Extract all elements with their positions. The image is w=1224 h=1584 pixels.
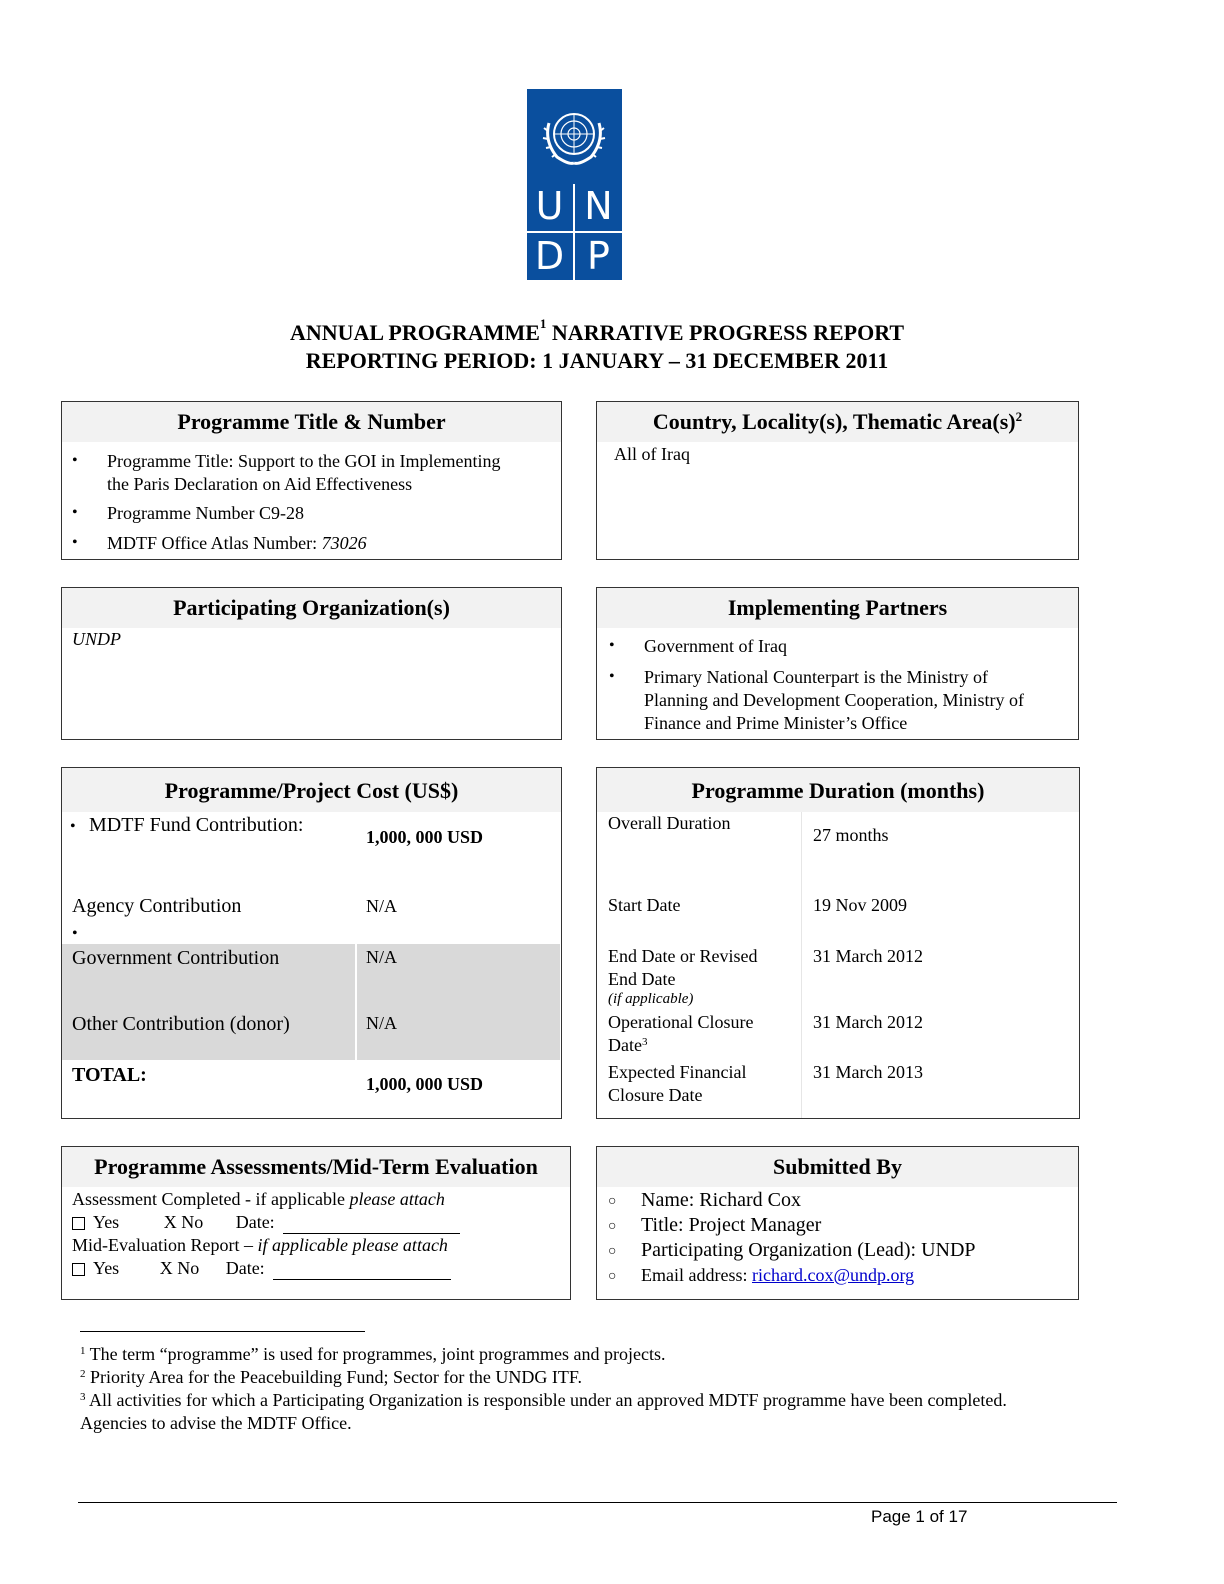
total-label: TOTAL: [72,1064,147,1086]
implementing-partners-box: Implementing Partners • Government of Iraq • Primary National Counterpart is the Ministry of Planning and Development Cooperation, Ministry of Finance and Prime Minister’s Office [596,587,1079,740]
logo-divider [573,184,575,280]
undp-logo [527,89,622,280]
footnote-ref: 1 [539,316,547,331]
submitter-title: Title: Project Manager [641,1214,822,1236]
partner-item: Primary National Counterpart is the Ministry of [644,667,988,687]
assessment-date-field[interactable] [283,1217,460,1234]
no-option: X No [163,1212,204,1232]
agency-label: Agency Contribution [72,895,242,917]
box-heading: Participating Organization(s) [62,588,561,628]
atlas-number: MDTF Office Atlas Number: 73026 [107,533,367,553]
agency-value: N/A [366,896,397,916]
operational-closure-label-cont: Date$^3$ [608,1035,648,1055]
country-value: All of Iraq [614,444,690,464]
gov-label: Government Contribution [72,947,280,969]
country-box [596,401,1079,560]
logo-letters [527,184,622,280]
footnote-1: $^1$ The term “programme” is used for programmes, joint programmes and projects. [80,1344,666,1364]
assessments-box [61,1146,571,1300]
programme-title-box: Programme Title & Number • Programme Title: Support to the GOI in Implementing the Paris Declaration on Aid Effectiveness • Programme Number C9-28 • MDTF Office Atlas Number: 73026 [61,401,562,560]
start-date-label: Start Date [608,895,681,915]
gov-value: N/A [366,947,397,967]
mid-evaluation-date-field[interactable] [273,1263,451,1280]
submitter-email: Email address: richard.cox@undp.org [641,1265,915,1285]
box-heading: Programme Title & Number [62,402,561,442]
financial-closure-label: Expected Financial [608,1062,747,1082]
logo-letter-u: U [535,184,564,228]
other-value: N/A [366,1013,397,1033]
reporting-period: REPORTING PERIOD: 1 JANUARY – 31 DECEMBER 2011 [305,348,889,373]
submitter-org: Participating Organization (Lead): UNDP [641,1239,976,1261]
page-number: Page 1 of 17 [871,1507,968,1526]
partner-item-cont: Finance and Prime Minister’s Office [644,713,908,733]
total-value: 1,000, 000 USD [366,1074,484,1094]
footer-rule [78,1502,1117,1503]
submitter-name: Name: Richard Cox [641,1189,801,1211]
assessment-completed-label: Assessment Completed - if applicable please attach [72,1189,445,1209]
box-heading: Programme Assessments/Mid-Term Evaluation [62,1147,570,1187]
financial-closure-label-cont: Closure Date [608,1085,703,1105]
yes-checkbox[interactable] [72,1217,85,1230]
no-option: X No [159,1258,200,1278]
start-date-value: 19 Nov 2009 [813,895,907,915]
programme-title-line2: the Paris Declaration on Aid Effectiveness [107,474,413,494]
programme-number: Programme Number C9-28 [107,503,304,523]
box-heading: Submitted By [597,1147,1078,1187]
box-heading: Programme/Project Cost (US$) [62,768,561,812]
footnote-separator [80,1331,365,1332]
end-date-value: 31 March 2012 [813,946,923,966]
mid-evaluation-label: Mid-Evaluation Report – if applicable please attach [72,1235,448,1255]
logo-letter-p: P [587,234,610,278]
logo-letter-n: N [584,184,613,228]
end-date-note: (if applicable) [608,991,694,1007]
end-date-label: End Date or Revised [608,946,758,966]
circle-bullet-icon: ○ [608,1244,617,1259]
project-cost-box: Programme/Project Cost (US$) • MDTF Fund Contribution: 1,000, 000 USD Agency Contribution N/A • Government Contribution N/A Other Contribution (donor) N/A TOTAL: 1,000, 000 USD [61,767,562,1119]
mid-evaluation-options: Yes X No Date: [72,1257,451,1280]
logo-letter-d: D [534,234,565,278]
circle-bullet-icon: ○ [608,1269,617,1284]
assessment-options: Yes X No Date: [72,1211,460,1234]
box-heading: Implementing Partners [597,588,1078,628]
yes-checkbox[interactable] [72,1263,85,1276]
footnote-2: $^2$ Priority Area for the Peacebuilding Fund; Sector for the UNDG ITF. [80,1367,582,1387]
un-emblem-icon [539,101,609,171]
submitted-by-box [596,1146,1079,1300]
end-date-label-cont: End Date [608,969,676,989]
programme-duration-box [596,767,1080,1119]
footnote-3-cont: Agencies to advise the MDTF Office. [80,1413,352,1433]
operational-closure-value: 31 March 2012 [813,1012,923,1032]
participating-org-box [61,587,562,740]
overall-duration-label: Overall Duration [608,813,731,833]
overall-duration-value: 27 months [813,825,889,845]
operational-closure-label: Operational Closure [608,1012,754,1032]
footnote-3: $^3$ All activities for which a Participating Organization is responsible under an approved MDTF programme have been completed. [80,1390,1007,1410]
mdtf-label: MDTF Fund Contribution: [89,814,304,836]
programme-title-line1: Programme Title: Support to the GOI in Implementing [107,451,501,471]
box-heading: Country, Locality(s), Thematic $Area(s)^2$ [597,402,1078,442]
mdtf-value: 1,000, 000 USD [366,827,484,847]
circle-bullet-icon: ○ [608,1219,617,1234]
box-heading: Programme Duration (months) [597,768,1079,812]
report-title: ANNUAL PROGRAMME$^1$ NARRATIVE PROGRESS REPORT [289,316,905,345]
financial-closure-value: 31 March 2013 [813,1062,923,1082]
circle-bullet-icon: ○ [608,1194,617,1209]
other-label: Other Contribution (donor) [72,1013,290,1035]
partner-item: Government of Iraq [644,636,787,656]
participating-org-value: UNDP [72,629,121,649]
partner-item-cont: Planning and Development Cooperation, Ministry of [644,690,1024,710]
email-link[interactable]: richard.cox@undp.org [751,1265,915,1285]
